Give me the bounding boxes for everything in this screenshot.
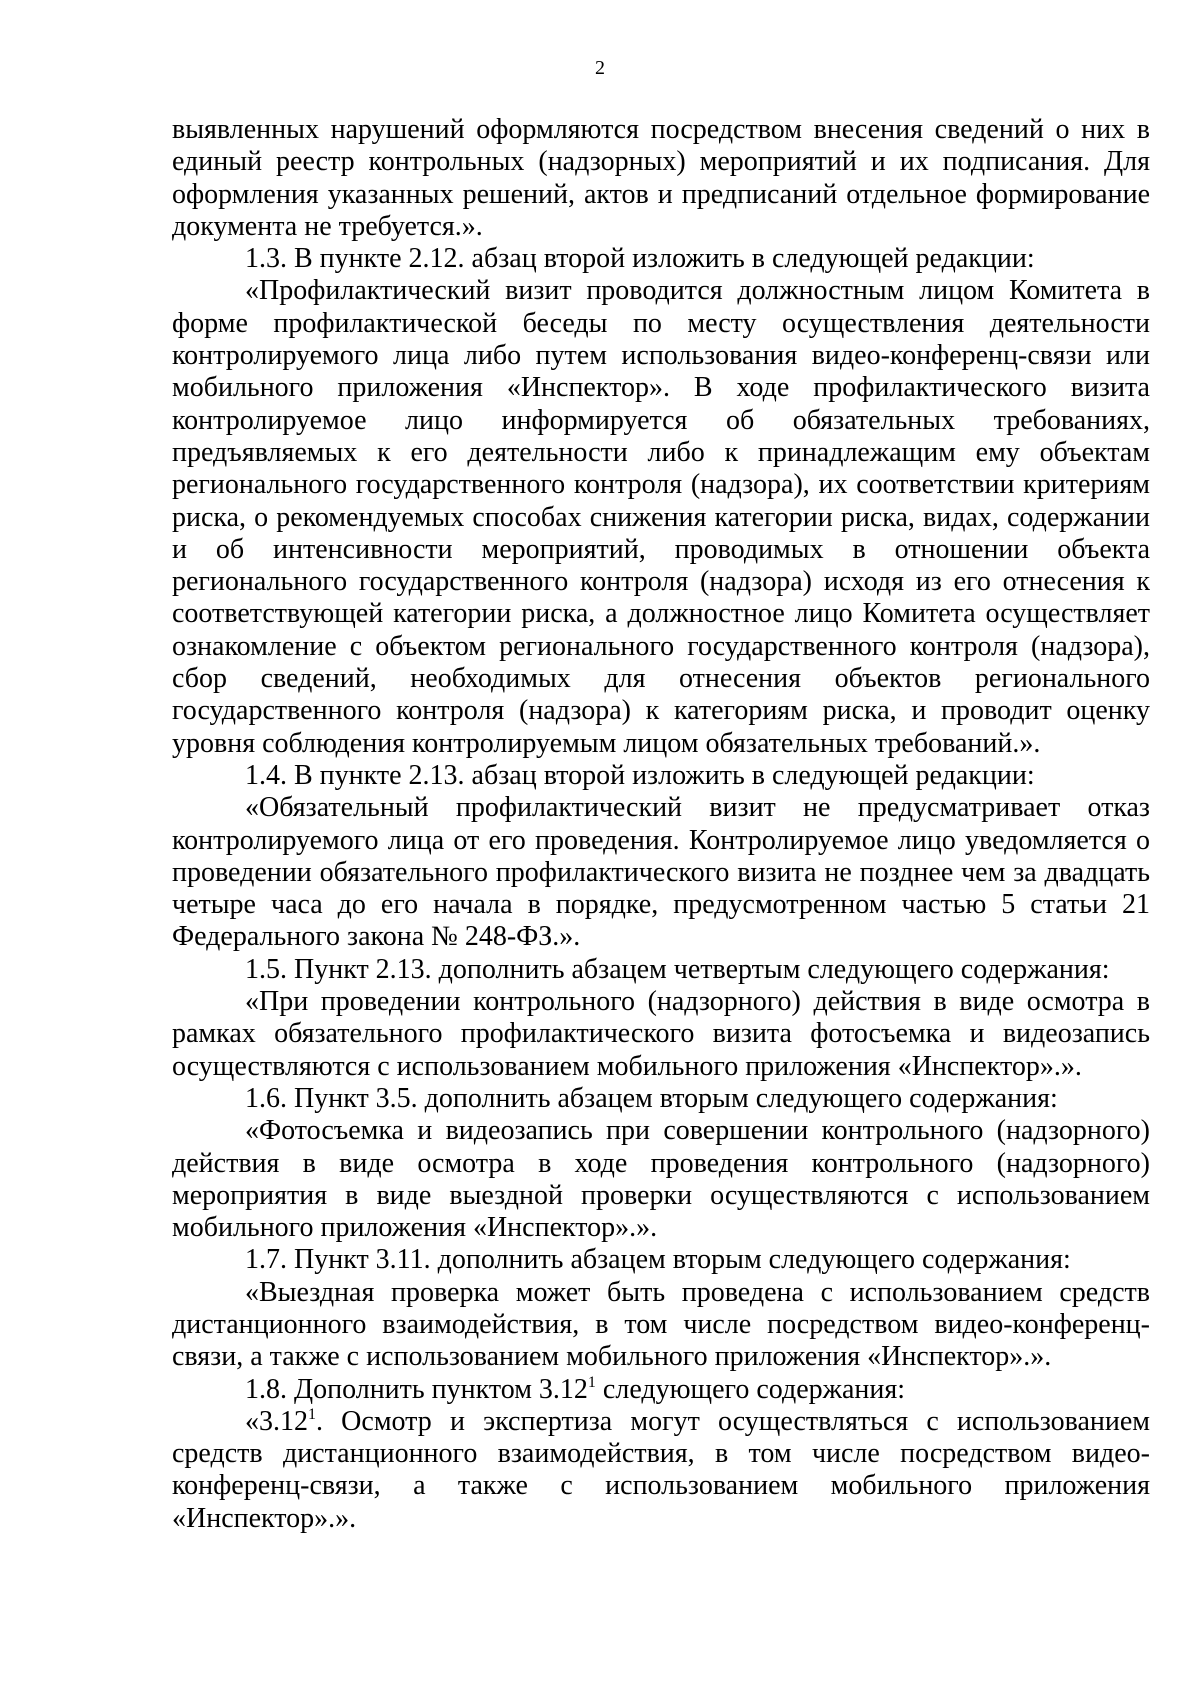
paragraph-continuation: выявленных нарушений оформляются посредством внесения сведений о них в единый реестр контрольных (надзорных) мероприятий и их подписания. Для оформления указанных решений, актов и предписаний отдельное формирование документа не требуется.».: [172, 114, 1150, 242]
paragraph-item-1-7: 1.7. Пункт 3.11. дополнить абзацем вторым следующего содержания:: [245, 1244, 1071, 1276]
page-number: 2: [595, 57, 605, 79]
document-body: [172, 114, 1150, 1535]
paragraph-quote-photo-video: «Фотосъемка и видеозапись при совершении контрольного (надзорного) действия в виде осмотра в ходе проведения контрольного (надзорного) мероприятия в виде выездной проверки осуществляются с использованием мобильного приложения «Инспектор».».: [172, 1115, 1150, 1244]
paragraph-quote-prophylactic-visit: «Профилактический визит проводится должностным лицом Комитета в форме профилактической беседы по месту осуществления деятельности контролируемого лица либо путем использования видео-конференц-связи или мобильного приложения «Инспектор». В ходе профилактического визита контролируемое лицо информируется об обязательных требованиях, предъявляемых к его деятельности либо к принадлежащим ему объектам регионального государственного контроля (надзора), их соответствии критериям риска, о рекомендуемых способах снижения категории риска, видах, содержании и об интенсивности мероприятий, проводимых в отношении объекта регионального государственного контроля (надзора) исходя из его отнесения к соответствующей категории риска, а должностное лицо Комитета осуществляет ознакомление с объектом регионального государственного контроля (надзора), сбор сведений, необходимых для отнесения объектов регионального государственного контроля (надзора) к категориям риска, и проводит оценку уровня соблюдения контролируемым лицом обязательных требований.».: [172, 275, 1150, 759]
item-1-8-text-end: следующего содержания:: [595, 1373, 906, 1405]
paragraph-item-1-5: 1.5. Пункт 2.13. дополнить абзацем четвертым следующего содержания:: [245, 953, 1110, 985]
paragraph-item-1-8: [172, 1374, 1150, 1406]
item-3-12-superscript: 1: [308, 1405, 316, 1423]
paragraph-item-1-6: 1.6. Пункт 3.5. дополнить абзацем вторым следующего содержания:: [245, 1082, 1058, 1114]
paragraph-quote-field-check: «Выездная проверка может быть проведена с использованием средств дистанционного взаимодействия, в том числе посредством видео-конференц-связи, а также с использованием мобильного приложения «Инспектор».».: [172, 1276, 1150, 1373]
paragraph-quote-item-3-12-1: [172, 1406, 1150, 1535]
paragraph-quote-mandatory-visit: «Обязательный профилактический визит не предусматривает отказ контролируемого лица от его проведения. Контролируемое лицо уведомляется о проведении обязательного профилактического визита не позднее чем за двадцать четыре часа до его начала в порядке, предусмотренном частью 5 статьи 21 Федерального закона № 248-ФЗ.».: [172, 792, 1150, 953]
paragraph-item-1-4: 1.4. В пункте 2.13. абзац второй изложить в следующей редакции:: [245, 759, 1035, 791]
item-3-12-text-end: . Осмотр и экспертиза могут осуществляться с использованием средств дистанционного взаимодействия, в том числе посредством видео-конференц-связи, а также с использованием мобильного приложения «Инспектор».».: [172, 1405, 1150, 1534]
paragraph-quote-inspection-photo: «При проведении контрольного (надзорного) действия в виде осмотра в рамках обязательного профилактического визита фотосъемка и видеозапись осуществляются с использованием мобильного приложения «Инспектор».».: [172, 986, 1150, 1082]
item-1-8-text-start: 1.8. Дополнить пунктом 3.12: [245, 1373, 588, 1405]
item-3-12-text-start: «3.12: [245, 1405, 308, 1437]
paragraph-item-1-3: 1.3. В пункте 2.12. абзац второй изложить в следующей редакции:: [245, 243, 1035, 275]
item-1-8-superscript: 1: [587, 1373, 596, 1391]
